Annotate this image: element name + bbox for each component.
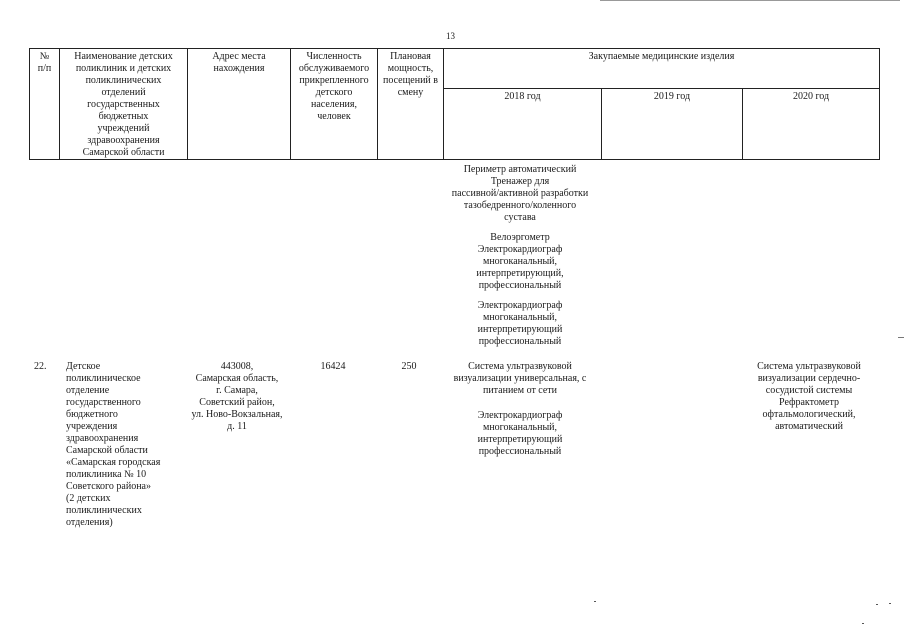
page-number: 13 xyxy=(446,31,455,41)
header-col-population: Численность обслуживаемого прикрепленного детского населения, человек xyxy=(291,49,378,160)
row-capacity: 250 xyxy=(401,361,417,372)
header-year-2019: 2019 год xyxy=(602,89,743,160)
scan-speck xyxy=(594,601,596,602)
row-address: 443008, Самарская область, г. Самара, Советский район, ул. Ново-Вокзальная, д. 11 xyxy=(191,361,283,432)
row-institution-name: Детское поликлиническое отделение государственного бюджетного учреждения здравоохранения Самарской области «Самарская городская поликлиника № 10 Советского района» (2 детских поликлинических отделения) xyxy=(66,361,161,528)
row-number: 22. xyxy=(34,361,47,372)
continuation-item: Электрокардиограф многоканальный, интерпретирующий профессиональный xyxy=(477,300,563,347)
continuation-item: Периметр автоматический Тренажер для пассивной/активной разработки тазобедренного/коленного сустава xyxy=(451,164,589,223)
row-2018-item: Система ультразвуковой визуализации универсальная, с питанием от сети xyxy=(453,361,587,396)
row-2018-item: Электрокардиограф многоканальный, интерпретирующий профессиональный xyxy=(477,410,563,457)
header-col-capacity: Плановая мощность, посещений в смену xyxy=(378,49,444,160)
header-col-number: № п/п xyxy=(30,49,60,160)
header-year-2020: 2020 год xyxy=(743,89,880,160)
header-col-address: Адрес места нахождения xyxy=(188,49,291,160)
header-year-2018: 2018 год xyxy=(444,89,602,160)
row-2020-item: Система ультразвуковой визуализации сердечно- сосудистой системы Рефрактометр офтальмологический, автоматический xyxy=(757,361,861,432)
margin-mark xyxy=(898,337,904,338)
header-col-products: Закупаемые медицинские изделия xyxy=(444,49,880,89)
top-rule xyxy=(600,0,900,2)
scan-speck xyxy=(876,604,878,605)
continuation-item: Велоэргометр Электрокардиограф многоканальный, интерпретирующий, профессиональный xyxy=(476,232,564,291)
scan-speck xyxy=(862,623,864,624)
scan-speck xyxy=(889,603,891,604)
row-population: 16424 xyxy=(320,361,346,372)
header-table xyxy=(29,48,880,160)
header-col-name: Наименование детских поликлиник и детских поликлинических отделений государственных бюджетных учреждений здравоохранения Самарской области xyxy=(60,49,188,160)
